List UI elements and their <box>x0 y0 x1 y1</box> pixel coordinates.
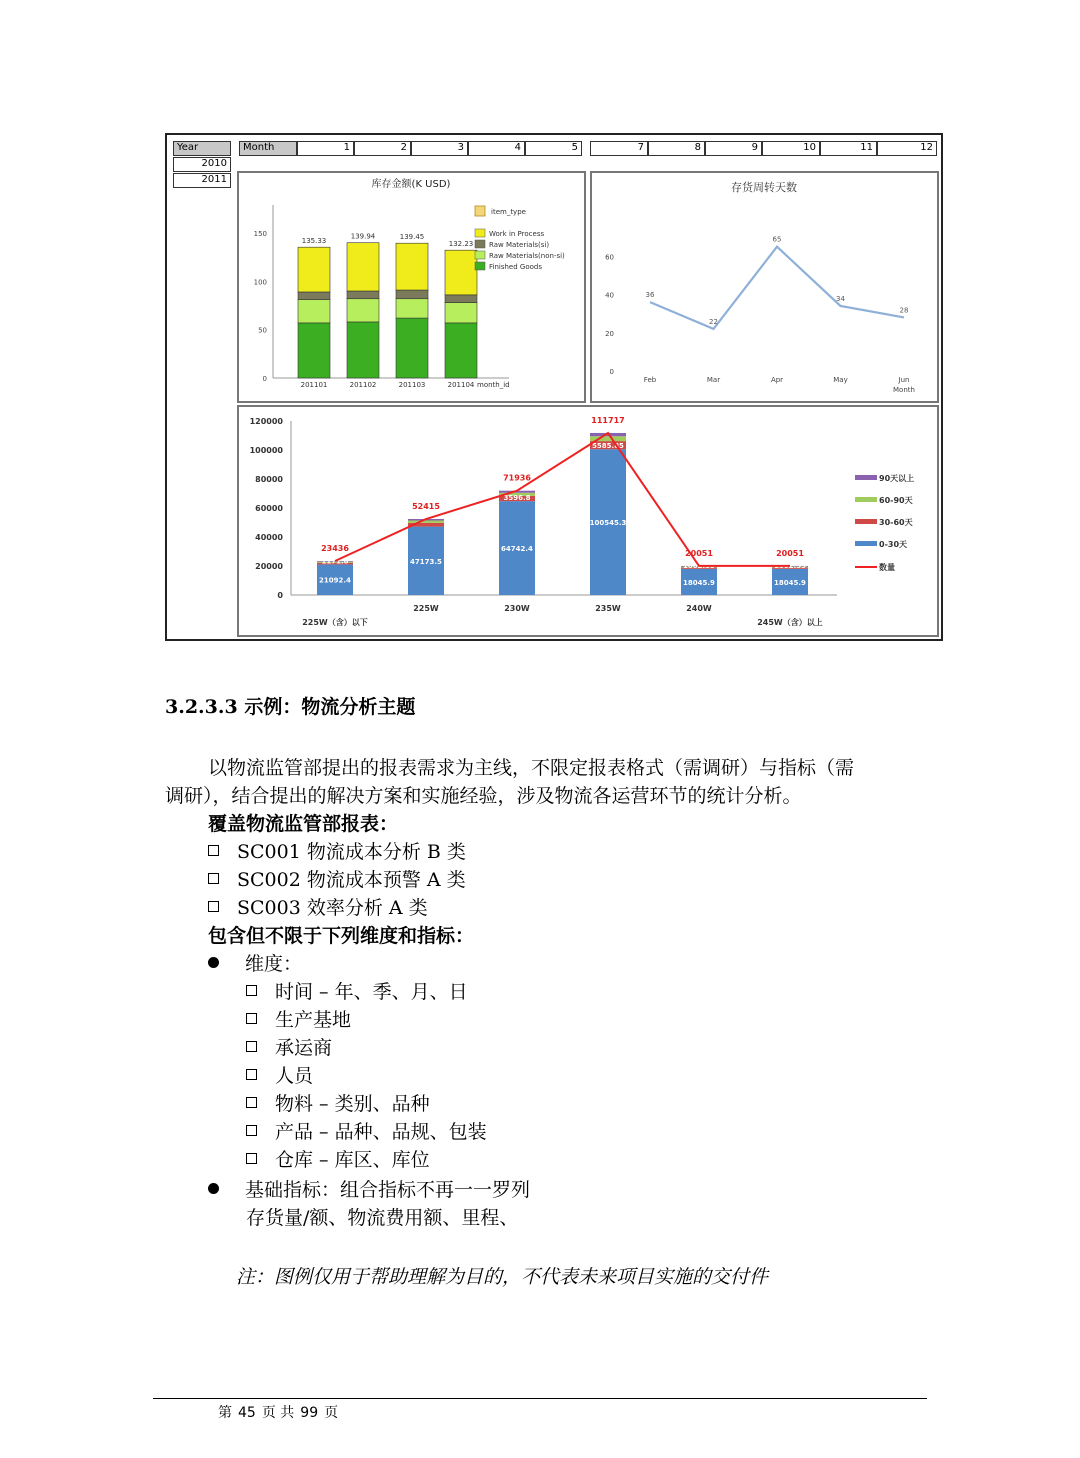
bar-segment <box>445 303 477 323</box>
bar-total-label: 139.45 <box>399 233 425 242</box>
chart-title: 库存金额(K USD) <box>371 179 451 190</box>
y-tick-label: 0 <box>277 591 283 600</box>
legend-label: 60-90天 <box>879 496 913 505</box>
inventory-aging-chart <box>239 407 937 635</box>
total-label: 52415 <box>412 501 440 511</box>
dimension-item <box>246 1118 487 1146</box>
segment-value-label: 5585.85 <box>592 442 624 451</box>
month-8-option[interactable]: 8 <box>648 141 705 156</box>
checkbox-icon <box>246 1069 257 1080</box>
total-label: 20051 <box>776 548 804 558</box>
year-2011-option[interactable]: 2011 <box>173 173 231 188</box>
month-4-option[interactable]: 4 <box>468 141 525 156</box>
intro-paragraph-line-2: 调研），结合提出的解决方案和实施经验，涉及物流各运营环节的统计分析。 <box>165 785 802 807</box>
segment-value-label: 18045.9 <box>683 578 715 587</box>
inventory-turnover-chart <box>592 173 937 401</box>
bar-segment <box>445 323 477 378</box>
bar-segment <box>408 521 444 523</box>
x-tick-label: Feb <box>643 376 657 384</box>
bar-total-label: 139.94 <box>350 232 376 241</box>
bar-segment <box>396 318 428 378</box>
legend-label: Finished Goods <box>489 263 542 271</box>
segment-value-label: 18045.9 <box>774 578 806 587</box>
segment-value-label: 100545.3 <box>589 519 627 528</box>
checkbox-icon <box>208 901 219 912</box>
dimension-item <box>246 978 468 1006</box>
page-footer <box>218 1402 338 1422</box>
y-tick-label: 20 <box>605 329 614 338</box>
total-label: 71936 <box>503 473 531 483</box>
y-tick-label: 120000 <box>249 417 283 426</box>
report-item <box>208 894 428 922</box>
chart-title: 存货周转天数 <box>731 181 797 194</box>
month-2-option[interactable]: 2 <box>354 141 411 156</box>
legend-label: 30-60天 <box>879 518 913 527</box>
legend-swatch <box>475 240 485 248</box>
y-tick-label: 40 <box>605 291 614 300</box>
checkbox-icon <box>208 845 219 856</box>
x-tick-label: Mar <box>706 376 721 384</box>
basic-metrics-label: 基础指标：组合指标不再一一罗列 <box>245 1179 531 1201</box>
report-item <box>208 838 466 866</box>
year-2010-option[interactable]: 2010 <box>173 157 231 172</box>
legend-swatch <box>475 251 485 259</box>
report-item-text: SC003 效率分析 A 类 <box>237 897 428 919</box>
bar-segment <box>445 250 477 295</box>
legend-swatch <box>855 541 877 546</box>
footer-prefix: 第 <box>218 1405 232 1421</box>
bullet-icon <box>208 957 219 968</box>
report-item <box>208 866 466 894</box>
footer-suffix: 页 <box>324 1405 339 1421</box>
month-10-option[interactable]: 10 <box>762 141 820 156</box>
y-tick-label: 0 <box>609 368 614 376</box>
x-tick-label: 201101 <box>300 381 328 389</box>
x-tick-label: 201102 <box>349 381 377 389</box>
bar-segment <box>396 299 428 318</box>
bar-total-label: 135.33 <box>301 237 327 246</box>
month-filter-label: Month <box>239 141 297 156</box>
data-label: 28 <box>899 306 909 315</box>
x-tick-label: 225W（含）以下 <box>302 618 368 627</box>
legend-title: item_type <box>491 208 526 216</box>
x-tick-label: 201104 <box>447 381 475 389</box>
report-item-text: SC001 物流成本分析 B 类 <box>237 841 466 863</box>
segment-value-label: 64742.4 <box>501 545 533 554</box>
legend-label: 0-30天 <box>879 540 908 549</box>
y-tick-label: 80000 <box>255 475 283 484</box>
y-tick-label: 60 <box>605 253 614 262</box>
dimension-label: 维度： <box>245 953 303 975</box>
y-tick-label: 150 <box>253 230 267 238</box>
bar-segment <box>298 292 330 300</box>
bar-segment <box>396 243 428 290</box>
inventory-aging-panel <box>237 405 939 637</box>
checkbox-icon <box>246 1041 257 1052</box>
footer-total-pages: 99 <box>300 1405 319 1421</box>
legend-swatch <box>855 497 877 502</box>
x-tick-label: Jun <box>898 376 910 384</box>
legend-label: Work in Process <box>489 230 545 238</box>
dashboard-figure <box>165 133 943 641</box>
bullet-icon <box>208 1183 219 1194</box>
y-tick-label: 100000 <box>249 446 283 455</box>
month-1-option[interactable]: 1 <box>297 141 354 156</box>
y-tick-label: 50 <box>258 326 267 335</box>
dimension-item-text: 物料 – 类别、品种 <box>275 1093 430 1115</box>
data-label: 36 <box>645 291 655 300</box>
basic-metrics-bullet <box>208 1176 530 1204</box>
legend-label: 90天以上 <box>879 474 915 483</box>
legend-label: Raw Materials(si) <box>489 241 550 249</box>
dimension-item-text: 承运商 <box>275 1037 333 1059</box>
total-label: 20051 <box>685 548 713 558</box>
month-3-option[interactable]: 3 <box>411 141 468 156</box>
inventory-turnover-panel <box>590 171 939 403</box>
bar-segment <box>347 291 379 299</box>
month-7-option[interactable]: 7 <box>590 141 648 156</box>
dimension-item-text: 生产基地 <box>275 1009 352 1031</box>
legend-sort-icon <box>475 206 485 216</box>
month-5-option[interactable]: 5 <box>525 141 582 156</box>
dimension-item-text: 产品 – 品种、品规、包装 <box>275 1121 487 1143</box>
segment-value-label: 1002.55 <box>683 561 715 570</box>
dimension-item <box>246 1062 313 1090</box>
bar-segment <box>298 247 330 292</box>
section-heading: 3.2.3.3 示例：物流分析主题 <box>165 696 416 718</box>
y-tick-label: 0 <box>262 375 267 383</box>
x-axis-label: month_id <box>477 381 510 389</box>
data-label: 22 <box>709 317 718 326</box>
x-tick-label: May <box>833 376 848 384</box>
year-filter-label: Year <box>173 141 231 156</box>
checkbox-icon <box>246 1153 257 1164</box>
y-tick-label: 60000 <box>255 504 283 513</box>
basic-metrics-items: 存货量/额、物流费用额、里程、 <box>246 1207 519 1229</box>
dimension-item-text: 人员 <box>275 1065 314 1087</box>
data-label: 65 <box>772 235 782 244</box>
bar-segment <box>347 322 379 378</box>
x-axis-label: Month <box>893 386 915 394</box>
checkbox-icon <box>246 1097 257 1108</box>
x-tick-label: 245W（含）以上 <box>757 618 823 627</box>
month-9-option[interactable]: 9 <box>705 141 762 156</box>
dimension-item-text: 时间 – 年、季、月、日 <box>275 981 468 1003</box>
turnover-line <box>650 247 904 329</box>
bar-segment <box>347 243 379 291</box>
dimension-item <box>246 1006 351 1034</box>
bar-segment <box>445 295 477 303</box>
intro-paragraph-line-1: 以物流监管部提出的报表需求为主线，不限定报表格式（需调研）与指标（需 <box>208 757 855 779</box>
bar-total-label: 132.23 <box>448 240 474 249</box>
checkbox-icon <box>246 1013 257 1024</box>
bar-segment <box>396 290 428 299</box>
reports-title: 覆盖物流监管部报表： <box>208 813 399 835</box>
legend-label: 数量 <box>879 563 895 572</box>
y-tick-label: 20000 <box>255 562 283 571</box>
legend-swatch <box>855 475 877 480</box>
bar-segment <box>298 323 330 378</box>
dimensions-title: 包含但不限于下列维度和指标： <box>208 925 475 947</box>
segment-value-label: 1171.8 <box>321 557 349 566</box>
month-11-option[interactable]: 11 <box>820 141 877 156</box>
legend-swatch <box>475 229 485 237</box>
figure-note: 注：图例仅用于帮助理解为目的，不代表未来项目实施的交付件 <box>236 1266 769 1288</box>
segment-value-label: 21092.4 <box>319 576 351 585</box>
footer-rule <box>153 1398 927 1399</box>
inventory-amount-chart <box>239 173 584 401</box>
x-tick-label: 230W <box>504 604 530 613</box>
segment-value-label: 3596.8 <box>503 494 531 503</box>
footer-mid: 页 共 <box>261 1405 295 1421</box>
x-tick-label: 225W <box>413 604 439 613</box>
month-12-option[interactable]: 12 <box>877 141 937 156</box>
quantity-line <box>335 433 790 566</box>
y-tick-label: 40000 <box>255 533 283 542</box>
x-tick-label: Apr <box>770 376 784 384</box>
total-label: 111717 <box>591 416 625 426</box>
checkbox-icon <box>208 873 219 884</box>
total-label: 23436 <box>321 544 349 554</box>
footer-page-number: 45 <box>238 1405 256 1421</box>
dimension-item <box>246 1090 430 1118</box>
segment-value-label: 1002.55 <box>774 561 806 570</box>
x-tick-label: 235W <box>595 604 621 613</box>
x-tick-label: 201103 <box>398 381 426 389</box>
legend-label: Raw Materials(non-si) <box>489 252 565 260</box>
legend-swatch <box>855 519 877 524</box>
segment-value-label: 47173.5 <box>410 557 442 566</box>
dimension-item <box>246 1034 332 1062</box>
inventory-amount-panel <box>237 171 586 403</box>
y-tick-label: 100 <box>253 278 267 287</box>
checkbox-icon <box>246 1125 257 1136</box>
checkbox-icon <box>246 985 257 996</box>
legend-swatch <box>475 262 485 270</box>
dimension-item <box>246 1146 430 1174</box>
report-item-text: SC002 物流成本预警 A 类 <box>237 869 466 891</box>
bar-segment <box>298 300 330 323</box>
dimension-bullet <box>208 950 302 978</box>
data-label: 34 <box>836 294 845 303</box>
x-tick-label: 240W <box>686 604 712 613</box>
dimension-item-text: 仓库 – 库区、库位 <box>275 1149 430 1171</box>
bar-segment <box>347 299 379 322</box>
